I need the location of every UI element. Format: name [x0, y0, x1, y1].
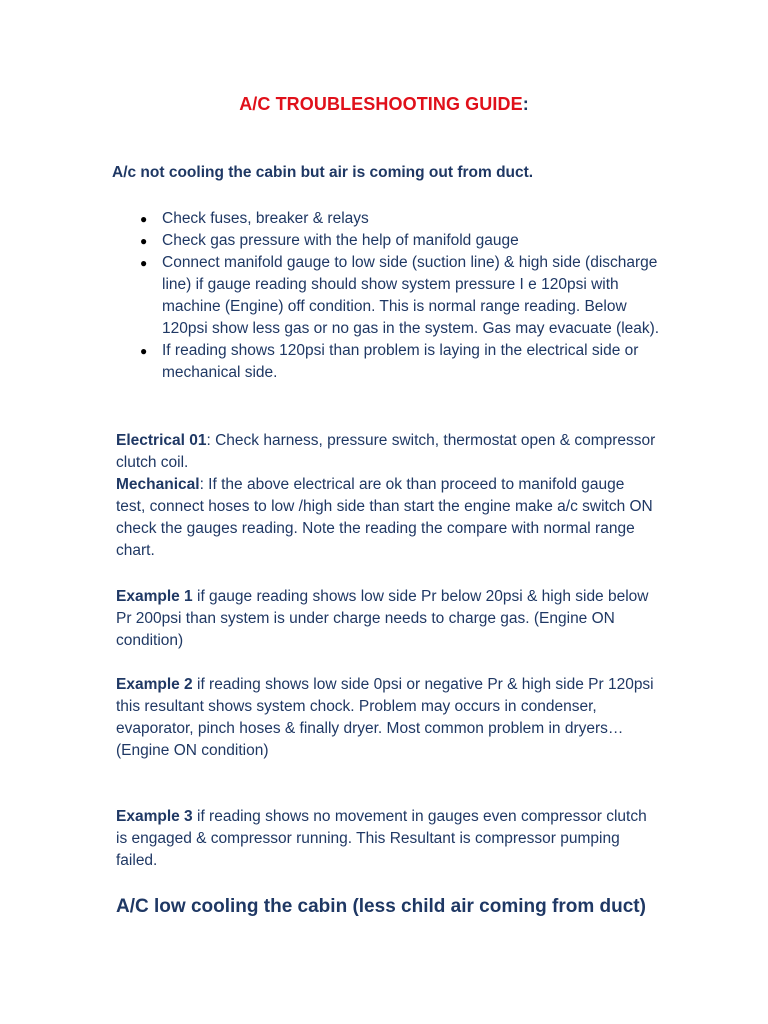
example-text: if reading shows no movement in gauges even compressor clutch is engaged & compressor running. This Resultant is compressor pumping failed. [116, 808, 647, 869]
checklist-item-text: Check fuses, breaker & relays [162, 210, 369, 227]
example-3-paragraph [116, 806, 656, 872]
title-colon: : [522, 94, 529, 114]
checklist-item-text: Check gas pressure with the help of manifold gauge [162, 232, 519, 249]
electrical-text: : Check harness, pressure switch, thermostat open & compressor clutch coil. [116, 432, 656, 471]
example-text: if gauge reading shows low side Pr below 20psi & high side below Pr 200psi than system is under charge needs to charge gas. (Engine ON condition) [116, 588, 649, 649]
bullet-dot-icon: ● [140, 212, 148, 226]
title-text: A/C TROUBLESHOOTING GUIDE [239, 94, 523, 114]
checklist-item [140, 208, 660, 230]
electrical-label: Electrical 01 [116, 432, 207, 449]
mechanical-paragraph [116, 474, 656, 562]
electrical-mechanical-block [116, 430, 656, 562]
section-heading-low-cooling: A/C low cooling the cabin (less child air coming from duct) [116, 896, 646, 917]
document-title [0, 94, 768, 115]
example-label: Example 3 [116, 808, 193, 825]
checklist-item-text: Connect manifold gauge to low side (suction line) & high side (discharge line) if gauge reading should show system pressure I e 120psi with machine (Engine) off condition. This is normal range reading. Below 120psi show less gas or no gas in the system. Gas may evacuate (leak). [162, 254, 660, 337]
bullet-dot-icon: ● [140, 234, 148, 248]
checklist-item [140, 252, 660, 340]
checklist-item [140, 340, 660, 384]
example-1-paragraph [116, 586, 656, 652]
example-label: Example 2 [116, 676, 193, 693]
bullet-dot-icon: ● [140, 344, 148, 358]
example-2-condition: (Engine ON condition) [116, 742, 269, 759]
checklist-item-text: If reading shows 120psi than problem is laying in the electrical side or mechanical side. [162, 342, 639, 381]
checklist-item [140, 230, 660, 252]
mechanical-text: : If the above electrical are ok than proceed to manifold gauge test, connect hoses to low /high side than start the engine make a/c switch ON check the gauges reading. Note the reading the compare with normal range chart. [116, 476, 653, 559]
example-2-paragraph [116, 674, 656, 762]
example-label: Example 1 [116, 588, 193, 605]
mechanical-label: Mechanical [116, 476, 200, 493]
example-text: if reading shows low side 0psi or negative Pr & high side Pr 120psi this resultant shows system chock. Problem may occurs in condenser, evaporator, pinch hoses & finally dryer. Most common problem in dryers… [116, 676, 654, 737]
bullet-dot-icon: ● [140, 256, 148, 270]
section-heading-not-cooling: A/c not cooling the cabin but air is coming out from duct. [112, 164, 534, 181]
checklist [140, 208, 660, 384]
electrical-paragraph [116, 430, 656, 474]
example-2-body [116, 674, 656, 740]
